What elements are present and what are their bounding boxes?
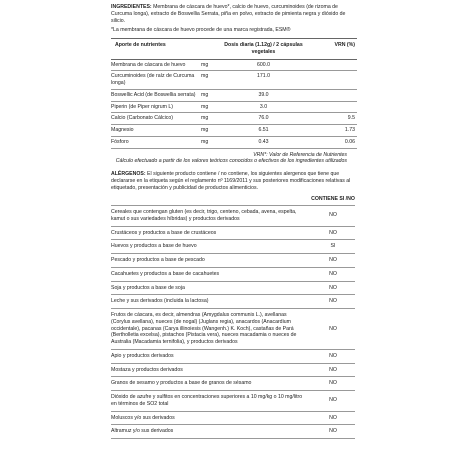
nutrient-name: Boswellic Acid (de Boswellia serrata): [111, 89, 201, 101]
nutrient-daily-value: 171.0: [222, 71, 305, 90]
nutrient-name: Calcio (Carbonato Cálcico): [111, 113, 201, 125]
ingredients-label: INGREDIENTES:: [111, 4, 152, 10]
allergen-item: Cereales que contengan gluten (es decir, trigo, centeno, cebada, avena, espelta, kamut o sus variedades híbridas) y productos derivados: [111, 206, 311, 227]
vrn-note: [111, 152, 347, 166]
vrn-note-line2: Cálculo efectuado a partir de los valores teóricos conocidos o efectivos de los ingredientes utilizados: [115, 158, 347, 165]
allergens-label: ALÉRGENOS:: [111, 171, 146, 177]
allergen-contains: NO: [311, 254, 355, 268]
nutrient-name: Curcuminoides (de raíz de Curcuma longa): [111, 71, 201, 90]
unit-header: [201, 39, 222, 60]
allergen-row: [111, 295, 355, 309]
allergen-row: [111, 267, 355, 281]
nutrition-row: [111, 71, 357, 90]
nutrient-daily-value: 6.51: [222, 125, 305, 137]
nutrient-daily-value: 0.43: [222, 136, 305, 148]
allergen-item: Cacahuetes y productos a base de cacahuetes: [111, 267, 311, 281]
nutrient-name: Piperin (de Piper nigrum L): [111, 101, 201, 113]
nutrition-header-row: [111, 39, 357, 60]
nutrient-vrn: [305, 71, 357, 90]
daily-dose-header: Dosis diaria (1.12g) / 2 cápsulas vegetales: [222, 39, 305, 60]
allergen-contains: NO: [311, 363, 355, 377]
allergen-row: [111, 206, 355, 227]
nutrient-name: Fósforo: [111, 136, 201, 148]
allergen-contains: NO: [311, 226, 355, 240]
allergen-item: Soja y productos a base de soja: [111, 281, 311, 295]
nutrition-row: [111, 89, 357, 101]
nutrient-unit: mg: [201, 113, 222, 125]
allergen-item: Moluscos y/o sus derivados: [111, 411, 311, 425]
allergen-contains: NO: [311, 391, 355, 412]
nutrient-header: Aporte de nutrientes: [111, 39, 201, 60]
allergen-row: [111, 391, 355, 412]
nutrient-unit: mg: [201, 59, 222, 71]
nutrition-row: [111, 136, 357, 148]
nutrition-row: [111, 59, 357, 71]
allergen-row: [111, 349, 355, 363]
nutrient-name: Membrana de cáscara de huevo: [111, 59, 201, 71]
vrn-note-line1: VRN*: Valor de Referencia de Nutrientes: [253, 151, 347, 158]
allergen-item: Granos de sesamo y productos a base de granos de sésamo: [111, 377, 311, 391]
vrn-header: VRN (%): [305, 39, 357, 60]
allergen-row: [111, 240, 355, 254]
nutrient-daily-value: 39.0: [222, 89, 305, 101]
allergen-table-body: [111, 206, 355, 439]
allergen-row: [111, 425, 355, 439]
allergen-row: [111, 226, 355, 240]
ingredients-text: Membrana de cáscara de huevo*, calcio de huevo, curcuminoides (de rizoma de Curcuma longa), extracto de Boswellia Serrata, piña en polvo, extracto de pimienta negra y dióxido de silicio.: [111, 4, 346, 24]
allergens-paragraph: [111, 171, 351, 191]
allergen-item: Mostaza y productos derivados: [111, 363, 311, 377]
allergen-row: [111, 254, 355, 268]
allergen-contains: NO: [311, 267, 355, 281]
nutrient-unit: mg: [201, 71, 222, 90]
nutrient-vrn: [305, 59, 357, 71]
nutrient-name: Magnesio: [111, 125, 201, 137]
nutrient-unit: mg: [201, 136, 222, 148]
nutrient-vrn: [305, 101, 357, 113]
allergen-table: [111, 193, 355, 439]
allergen-contains: NO: [311, 206, 355, 227]
allergen-item: Dióxido de azufre y sulfitos en concentraciones superiores a 10 mg/kg o 10 mg/litro en términos de SO2 total: [111, 391, 311, 412]
allergen-row: [111, 363, 355, 377]
allergen-contains: NO: [311, 309, 355, 350]
allergen-row: [111, 281, 355, 295]
trademark-note: *La membrana de cáscara de huevo procede de una marca registrada, ESM®: [111, 27, 291, 34]
nutrition-row: [111, 113, 357, 125]
nutrient-daily-value: 3.0: [222, 101, 305, 113]
nutrition-table: [111, 38, 357, 149]
nutrient-vrn: 9.5: [305, 113, 357, 125]
allergen-item: Leche y sus derivados (incluida la lactosa): [111, 295, 311, 309]
allergen-row: [111, 411, 355, 425]
nutrient-daily-value: 600.0: [222, 59, 305, 71]
allergen-item: Crustáceos y productos a base de crustáceos: [111, 226, 311, 240]
allergen-contains: NO: [311, 281, 355, 295]
nutrition-row: [111, 125, 357, 137]
allergen-contains: NO: [311, 425, 355, 439]
allergen-contains: NO: [311, 411, 355, 425]
allergen-contains: NO: [311, 295, 355, 309]
nutrient-vrn: 0.06: [305, 136, 357, 148]
nutrient-unit: mg: [201, 125, 222, 137]
allergen-row: [111, 309, 355, 350]
product-info-page: [111, 4, 355, 439]
allergens-text: El siguiente producto contiene / no contiene, los siguientes alergenos que tiene que declararse en la etiqueta según el reglamento nº 1169/2011 y sus posteriores modificaciones relativas al etiquetado, presentación y publicidad de productos alimenticios.: [111, 171, 351, 191]
nutrient-unit: mg: [201, 89, 222, 101]
allergen-item: Pescado y productos a base de pescado: [111, 254, 311, 268]
nutrition-table-body: [111, 59, 357, 148]
allergen-contains: NO: [311, 349, 355, 363]
allergen-header-row: [111, 193, 355, 205]
allergen-row: [111, 377, 355, 391]
allergen-item-header: [111, 193, 311, 205]
allergen-item: Altramuz y/o sus derivados: [111, 425, 311, 439]
nutrient-vrn: [305, 89, 357, 101]
allergen-contains: NO: [311, 377, 355, 391]
contains-header: CONTIENE SI /NO: [311, 193, 355, 205]
nutrient-unit: mg: [201, 101, 222, 113]
allergen-item: Frutos de cáscara, es decir, almendras (Amygdalus communis L.), avellanas (Corylus avellana), nueces (de nogal) (Juglans regia), anacardos (Anacardium occidentale), pacanas (Carya illinoiesis (Wangenh.) K. Koch), castañas de Pará (Bertholletia excelsa), pistachos (Pistacia vera), nueces macadamia o nueces de Australia (Macadamia ternifolia), y productos derivados: [111, 309, 311, 350]
allergen-item: Huevos y productos a base de huevo: [111, 240, 311, 254]
allergen-item: Apio y productos derivados: [111, 349, 311, 363]
nutrition-row: [111, 101, 357, 113]
ingredients-paragraph: [111, 4, 351, 24]
allergen-contains: SI: [311, 240, 355, 254]
nutrient-daily-value: 76.0: [222, 113, 305, 125]
nutrient-vrn: 1.73: [305, 125, 357, 137]
